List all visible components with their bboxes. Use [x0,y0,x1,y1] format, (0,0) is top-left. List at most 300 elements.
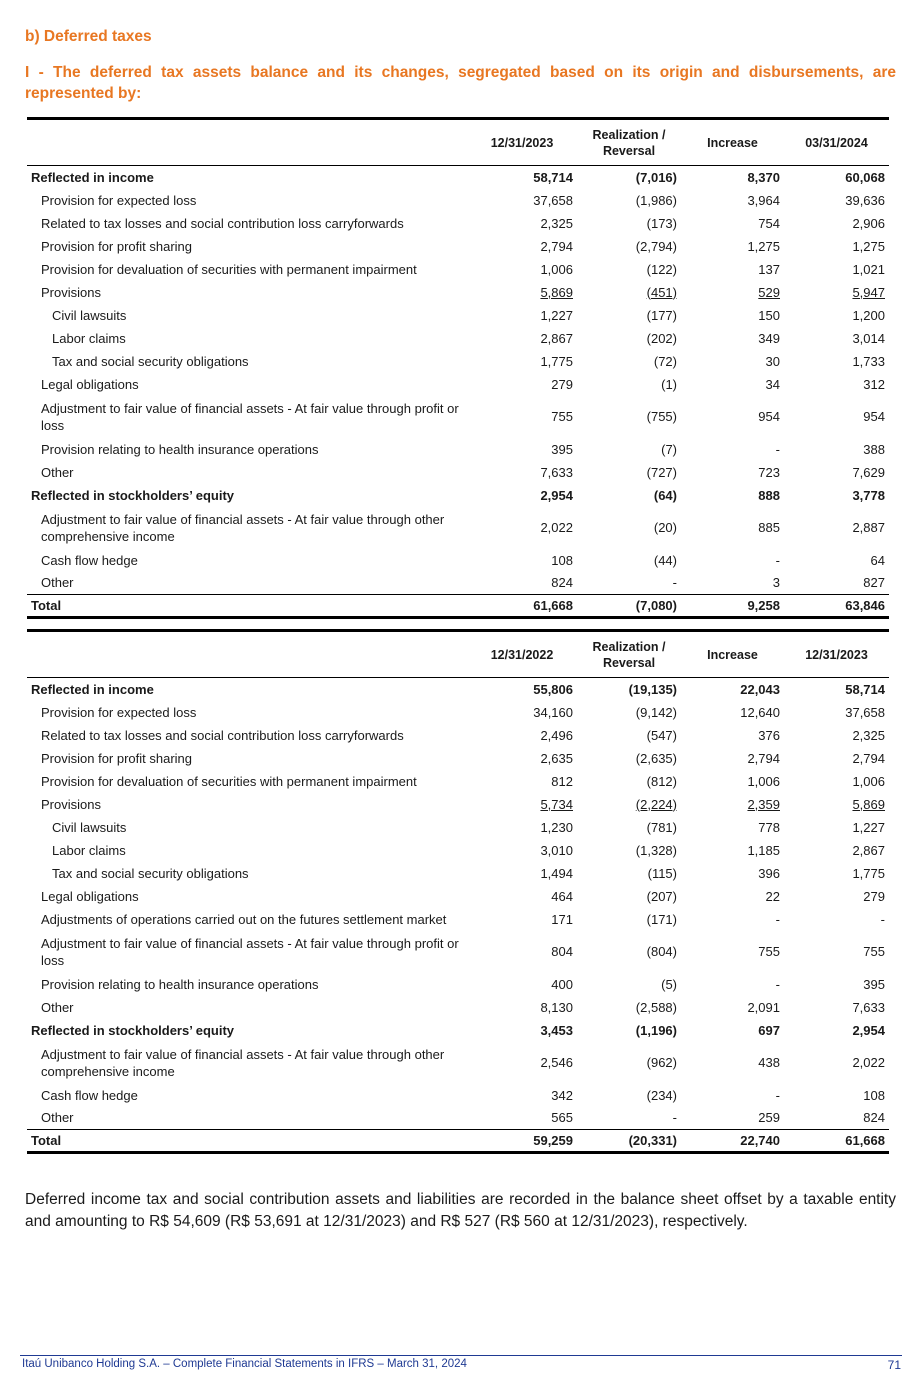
cell-opening-balance [467,862,577,885]
cell-value: 22 [765,888,780,904]
cell-increase [681,1042,784,1084]
cell-realization-reversal [577,166,681,189]
cell-increase [681,724,784,747]
cell-value: 2,887 [852,520,885,535]
cell-value: 1,494 [540,865,573,881]
cell-value: 279 [863,888,885,904]
cell-value: 529 [758,284,780,300]
table-row [27,885,889,908]
cell-opening-balance [467,281,577,304]
cell-opening-balance [467,438,577,461]
cell-value: (202) [646,330,677,346]
cell-value: 376 [758,727,780,743]
cell-value: (1,328) [635,842,677,858]
cell-closing-balance [784,1084,889,1107]
cell-opening-balance [467,396,577,438]
table-row [27,770,889,793]
cell-value: 58,714 [845,681,885,697]
cell-value: (1,196) [635,1022,677,1038]
table-row [27,572,889,595]
table-row [27,438,889,461]
cell-value: 1,006 [852,773,885,789]
cell-increase [681,701,784,724]
table-row [27,484,889,507]
table-row [27,461,889,484]
cell-value: 2,359 [747,796,780,812]
row-label: Provision for expected loss [41,192,197,208]
cell-value: (812) [646,773,677,789]
cell-opening-balance [467,461,577,484]
cell-realization-reversal [577,701,681,724]
cell-closing-balance [784,793,889,816]
cell-increase [681,885,784,908]
cell-value: (7,080) [635,598,677,613]
cell-value: (781) [646,819,677,835]
table-row [27,166,889,189]
cell-value: 1,200 [852,307,885,323]
cell-closing-balance [784,1107,889,1130]
cell-value: 108 [863,1087,885,1103]
table-row [27,507,889,549]
cell-value: 755 [551,409,573,424]
cell-value: (7) [661,441,677,457]
cell-value: 30 [765,353,780,369]
deferred-tax-table-2023 [27,629,889,1154]
cell-closing-balance [784,549,889,572]
cell-value: 22,740 [740,1133,780,1148]
cell-value: 888 [758,487,780,503]
cell-closing-balance [784,189,889,212]
cell-closing-balance [784,931,889,973]
cell-opening-balance [467,595,577,618]
row-label: Related to tax losses and social contribution loss carryforwards [41,215,404,231]
cell-value: 2,794 [852,750,885,766]
cell-value: 5,734 [540,796,573,812]
table-row [27,304,889,327]
cell-realization-reversal [577,572,681,595]
cell-value: 754 [758,215,780,231]
page-number: 71 [887,1358,901,1372]
cell-closing-balance [784,595,889,618]
cell-opening-balance [467,373,577,396]
cell-opening-balance [467,793,577,816]
cell-realization-reversal [577,862,681,885]
row-label: Total [27,595,467,618]
table-row [27,549,889,572]
total-row [27,595,889,618]
cell-realization-reversal [577,212,681,235]
cell-value: 2,867 [540,330,573,346]
row-label: Tax and social security obligations [52,353,249,369]
cell-increase [681,304,784,327]
cell-value: 61,668 [533,598,573,613]
row-label: Legal obligations [41,888,139,904]
cell-opening-balance [467,1042,577,1084]
cell-value: - [880,911,885,927]
cell-opening-balance [467,931,577,973]
cell-value: 150 [758,307,780,323]
cell-opening-balance [467,701,577,724]
cell-value: 2,794 [540,238,573,254]
cell-increase [681,1019,784,1042]
cell-increase [681,931,784,973]
cell-closing-balance [784,438,889,461]
balance-sheet-note: Deferred income tax and social contribution assets and liabilities are recorded in the balance sheet offset by a taxable entity and amounting to R$ 54,609 (R$ 53,691 at 12/31/2023) and R$ 527 (R$ 560 at 12/31/2023), respectively. [25,1191,896,1230]
cell-value: 34 [765,376,780,392]
cell-value: 885 [758,520,780,535]
table-row [27,1084,889,1107]
cell-closing-balance [784,350,889,373]
row-label: Adjustment to fair value of financial assets - At fair value through profit or loss [41,400,459,433]
cell-value: 108 [551,552,573,568]
table-row [27,793,889,816]
table-row [27,235,889,258]
cell-value: 2,794 [747,750,780,766]
cell-value: 171 [551,911,573,927]
cell-value: 58,714 [533,169,573,185]
table-row [27,701,889,724]
cell-increase [681,793,784,816]
cell-realization-reversal [577,281,681,304]
table-row [27,1019,889,1042]
cell-realization-reversal [577,373,681,396]
cell-value: 22,043 [740,681,780,697]
row-label: Provisions [41,796,101,812]
cell-value: - [775,441,780,457]
cell-realization-reversal [577,595,681,618]
cell-value: 349 [758,330,780,346]
cell-opening-balance [467,770,577,793]
cell-realization-reversal [577,816,681,839]
footer-text: Itaú Unibanco Holding S.A. – Complete Financial Statements in IFRS – March 31, 2024 [22,1358,467,1370]
cell-value: 2,022 [540,520,573,535]
cell-increase [681,212,784,235]
deferred-tax-table-2024 [27,117,889,619]
cell-value: (173) [646,215,677,231]
table-row [27,931,889,973]
row-label: Labor claims [52,330,126,346]
cell-closing-balance [784,1019,889,1042]
row-label: Other [41,999,74,1015]
cell-increase [681,973,784,996]
cell-value: 1,775 [540,353,573,369]
cell-opening-balance [467,839,577,862]
table-row [27,816,889,839]
cell-opening-balance [467,1084,577,1107]
row-label: Labor claims [52,842,126,858]
cell-value: 954 [758,409,780,424]
cell-closing-balance [784,304,889,327]
row-label: Other [41,464,74,480]
cell-value: 2,022 [852,1055,885,1070]
cell-increase [681,549,784,572]
cell-value: 1,733 [852,353,885,369]
cell-increase [681,996,784,1019]
cell-opening-balance [467,212,577,235]
row-label: Cash flow hedge [41,1087,138,1103]
cell-value: (7,016) [635,169,677,185]
cell-opening-balance [467,166,577,189]
cell-realization-reversal [577,839,681,862]
cell-value: (755) [646,409,677,424]
cell-opening-balance [467,304,577,327]
cell-value: - [775,552,780,568]
cell-value: 438 [758,1055,780,1070]
table-row [27,724,889,747]
header-opening-balance: 12/31/2022 [467,631,577,678]
cell-value: 3,014 [852,330,885,346]
table-row [27,396,889,438]
cell-realization-reversal [577,1084,681,1107]
cell-realization-reversal [577,304,681,327]
cell-opening-balance [467,885,577,908]
cell-value: 2,496 [540,727,573,743]
cell-increase [681,507,784,549]
cell-closing-balance [784,212,889,235]
row-label: Provision for profit sharing [41,238,193,254]
header-realization-reversal: Realization / Reversal [577,119,681,166]
cell-increase [681,862,784,885]
cell-value: 12,640 [740,704,780,720]
cell-increase [681,1107,784,1130]
table-row [27,1042,889,1084]
cell-value: (115) [647,865,677,881]
table-row [27,189,889,212]
cell-realization-reversal [577,235,681,258]
cell-closing-balance [784,396,889,438]
cell-value: - [775,976,780,992]
row-label: Adjustment to fair value of financial assets - At fair value through other comprehensive income [41,1046,445,1079]
cell-closing-balance [784,747,889,770]
cell-value: 7,633 [852,999,885,1015]
row-label: Other [41,1110,74,1126]
cell-closing-balance [784,1130,889,1153]
cell-closing-balance [784,839,889,862]
cell-increase [681,350,784,373]
cell-value: 396 [758,865,780,881]
cell-value: (19,135) [628,681,677,697]
cell-realization-reversal [577,1107,681,1130]
cell-closing-balance [784,816,889,839]
cell-opening-balance [467,1107,577,1130]
total-row [27,1130,889,1153]
row-label: Tax and social security obligations [52,865,249,881]
cell-value: 755 [863,944,885,959]
cell-increase [681,770,784,793]
cell-realization-reversal [577,507,681,549]
cell-value: 8,130 [540,999,573,1015]
table-row [27,212,889,235]
cell-realization-reversal [577,438,681,461]
cell-realization-reversal [577,461,681,484]
cell-value: 824 [863,1110,885,1126]
header-increase: Increase [681,631,784,678]
table-row [27,908,889,931]
cell-closing-balance [784,770,889,793]
table-header-row [27,631,889,678]
cell-closing-balance [784,235,889,258]
row-label: Civil lawsuits [52,307,127,323]
row-label: Provisions [41,284,101,300]
cell-value: 565 [551,1110,573,1126]
cell-value: 37,658 [845,704,885,720]
table-body [27,678,889,1153]
cell-value: - [775,911,780,927]
cell-value: 1,185 [747,842,780,858]
cell-opening-balance [467,572,577,595]
table-header-row [27,119,889,166]
cell-closing-balance [784,461,889,484]
cell-value: (207) [646,888,677,904]
cell-closing-balance [784,1042,889,1084]
cell-realization-reversal [577,931,681,973]
row-label: Reflected in income [31,681,154,697]
cell-increase [681,438,784,461]
table-row [27,839,889,862]
cell-opening-balance [467,258,577,281]
cell-value: (727) [646,464,677,480]
cell-opening-balance [467,908,577,931]
row-label: Adjustment to fair value of financial assets - At fair value through other comprehensive income [41,511,445,544]
cell-value: (171) [646,911,677,927]
row-label: Provision relating to health insurance operations [41,976,319,992]
cell-value: 8,370 [747,169,780,185]
cell-value: 2,546 [540,1055,573,1070]
cell-value: (2,635) [635,750,677,766]
header-increase: Increase [681,119,784,166]
cell-value: (1) [661,376,677,392]
cell-realization-reversal [577,1130,681,1153]
cell-closing-balance [784,862,889,885]
table-row [27,1107,889,1130]
cell-value: 342 [551,1087,573,1103]
table-row [27,327,889,350]
cell-opening-balance [467,549,577,572]
cell-increase [681,461,784,484]
cell-value: 395 [551,441,573,457]
cell-value: (20,331) [628,1133,677,1148]
cell-value: 5,869 [540,284,573,300]
cell-opening-balance [467,996,577,1019]
row-label: Reflected in stockholders’ equity [31,487,234,503]
cell-value: 1,275 [747,238,780,254]
header-realization-reversal: Realization / Reversal [577,631,681,678]
row-label: Other [41,575,74,591]
cell-increase [681,166,784,189]
cell-value: 395 [863,976,885,992]
cell-value: 3,964 [747,192,780,208]
cell-closing-balance [784,996,889,1019]
table-row [27,862,889,885]
row-label: Adjustments of operations carried out on the futures settlement market [41,911,447,927]
cell-opening-balance [467,678,577,701]
cell-realization-reversal [577,350,681,373]
cell-realization-reversal [577,484,681,507]
cell-value: 1,227 [540,307,573,323]
row-label: Civil lawsuits [52,819,127,835]
cell-value: 2,635 [540,750,573,766]
row-label: Provision for profit sharing [41,750,193,766]
cell-value: 2,954 [852,1022,885,1038]
cell-realization-reversal [577,908,681,931]
cell-realization-reversal [577,258,681,281]
cell-value: 37,658 [533,192,573,208]
table-row [27,281,889,304]
cell-value: (5) [661,976,677,992]
cell-increase [681,572,784,595]
cell-value: 39,636 [845,192,885,208]
cell-opening-balance [467,327,577,350]
cell-closing-balance [784,258,889,281]
cell-closing-balance [784,701,889,724]
cell-value: 3,010 [540,842,573,858]
cell-value: (64) [653,487,677,503]
cell-value: 2,954 [540,487,573,503]
cell-value: (2,794) [635,238,677,254]
cell-increase [681,373,784,396]
row-label: Provision relating to health insurance operations [41,441,319,457]
cell-closing-balance [784,973,889,996]
cell-realization-reversal [577,327,681,350]
cell-realization-reversal [577,885,681,908]
cell-value: (72) [653,353,677,369]
cell-increase [681,595,784,618]
cell-value: 1,006 [747,773,780,789]
cell-increase [681,908,784,931]
cell-value: 5,947 [852,284,885,300]
cell-opening-balance [467,189,577,212]
cell-value: - [775,1087,780,1103]
cell-value: 1,230 [540,819,573,835]
cell-increase [681,258,784,281]
header-label [27,119,467,166]
row-label: Total [27,1130,467,1153]
cell-realization-reversal [577,747,681,770]
cell-value: 388 [863,441,885,457]
cell-realization-reversal [577,396,681,438]
table-row [27,258,889,281]
cell-value: - [672,1110,677,1126]
cell-value: 1,227 [852,819,885,835]
cell-value: (177) [646,307,677,323]
cell-realization-reversal [577,724,681,747]
cell-value: 2,091 [747,999,780,1015]
cell-closing-balance [784,327,889,350]
cell-opening-balance [467,1019,577,1042]
cell-value: 64 [870,552,885,568]
cell-value: 5,869 [852,796,885,812]
cell-value: 723 [758,464,780,480]
cell-value: 697 [758,1022,780,1038]
cell-increase [681,1130,784,1153]
cell-value: 312 [863,376,885,392]
cell-value: 3 [772,575,780,591]
cell-closing-balance [784,572,889,595]
cell-increase [681,1084,784,1107]
cell-value: 279 [551,376,573,392]
cell-opening-balance [467,724,577,747]
cell-value: 1,006 [540,261,573,277]
row-label: Cash flow hedge [41,552,138,568]
cell-closing-balance [784,166,889,189]
cell-realization-reversal [577,793,681,816]
cell-value: 2,867 [852,842,885,858]
cell-value: 1,775 [852,865,885,881]
cell-increase [681,281,784,304]
cell-value: 137 [758,261,780,277]
row-label: Reflected in stockholders’ equity [31,1022,234,1038]
cell-opening-balance [467,235,577,258]
